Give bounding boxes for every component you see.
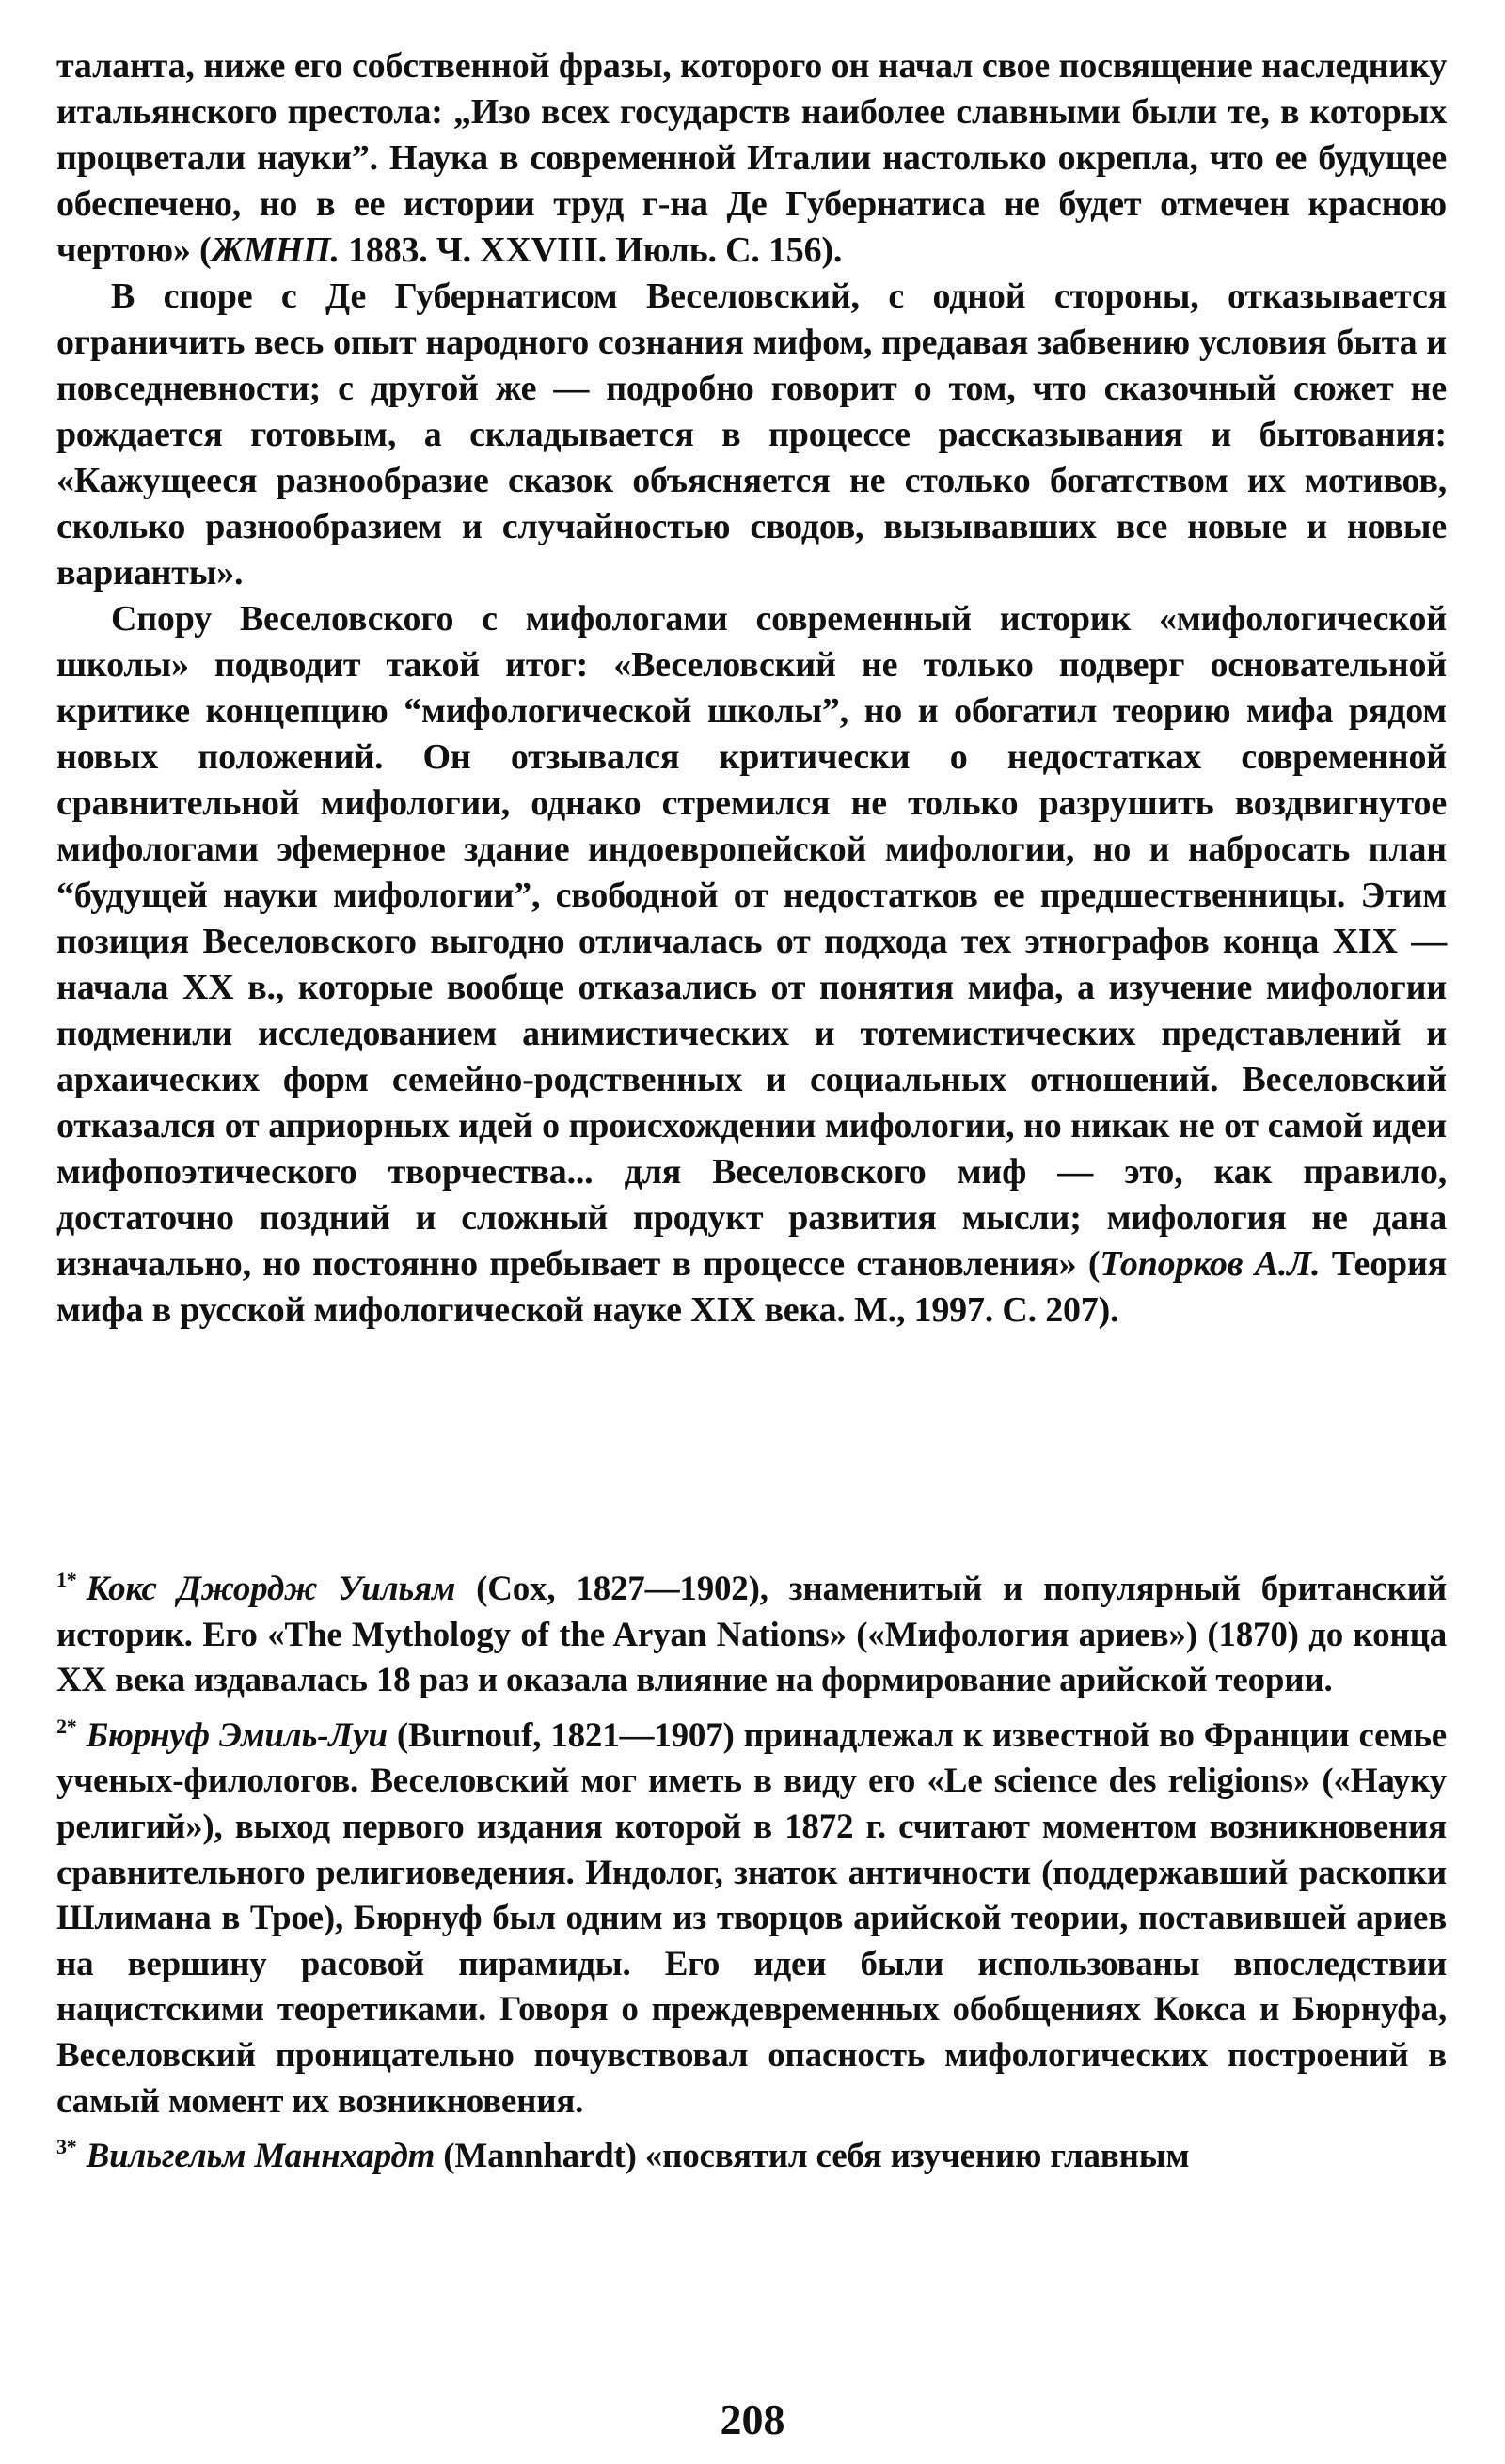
paragraph-2: В споре с Де Губернатисом Веселовский, с одной стороны, отказывается ограничить весь опыт народного сознания мифом, предавая забвению условия быта и повседневности; с другой же — подробно говорит о том, что сказочный сюжет не рождается готовым, а складывается в процессе рассказывания и бытования: «Кажущееся разнообразие сказок объясняется не столько богатством их мотивов, сколько разнообразием и случайностью сводов, вызывавших все новые и новые варианты». [56,276,1447,592]
main-text [56,43,1447,1334]
paragraph-1-text: таланта, ниже его собственной фразы, которого он начал свое посвящение наследнику итальянского престола: „Изо всех государств наиболее славными были те, в которых процветали науки”. Наука в современной Италии настолько окрепла, что ее будущее обеспечено, но в ее истории труд г-на Де Губернатиса не будет отмечен красною чертою» ( [56,46,1447,270]
paragraph-3 [56,596,1447,1334]
footnote-name: Вильгельм Маннхардт [86,2137,436,2176]
footnote-text: (Mannhardt) «посвятил себя изучению главным [435,2137,1190,2176]
footnotes [56,1557,1447,2180]
footnote-text: (Burnouf, 1821—1907) принадлежал к известной во Франции семье ученых-филологов. Веселовский мог иметь в виду его «Le science des religions» («Науку религий»), выход первого издания которой в 1872 г. считают моментом возникновения сравнительного религиоведения. Индолог, знаток античности (поддержавший раскопки Шлимана в Трое), Бюрнуф был одним из творцов арийской теории, поставившей ариев на вершину расовой пирамиды. Его идеи были использованы впоследствии нацистскими теоретиками. Говоря о преждевременных обобщениях Кокса и Бюрнуфа, Веселовский проницательно почувствовал опасность мифологических построений в самый момент их возникновения. [56,1715,1447,2121]
paragraph-3-text: Спору Веселовского с мифологами современный историк «мифологической школы» подводит такой итог: «Веселовский не только подверг основательной критике концепцию “мифологической школы”, но и обогатил теорию мифа рядом новых положений. Он отзывался критически о недостатках современной сравнительной мифологии, однако стремился не только разрушить воздвигнутое мифологами эфемерное здание индоевропейской мифологии, но и набросать план “будущей науки мифологии”, свободной от недостатков ее предшественницы. Этим позиция Веселовского выгодно отличалась от подхода тех этнографов конца XIX — начала XX в., которые вообще отказались от понятия мифа, а изучение мифологии подменили исследованием анимистических и тотемистических представлений и архаических форм семейно-родственных и социальных отношений. Веселовский отказался от априорных идей о происхождении мифологии, но никак не от самой идеи мифопоэтического творчества... для Веселовского миф — это, как правило, достаточно поздний и сложный продукт развития мысли; мифология не дана изначально, но постоянно пребывает в процессе становления» ( [56,599,1447,1284]
paragraph-1 [56,43,1447,274]
paragraph-3-end: Теория мифа в русской мифологической науке XIX века. М., 1997. С. 207). [56,1244,1448,1330]
paragraph-1-end: 1883. Ч. XXVIII. Июль. С. 156). [339,230,843,270]
footnote-marker: 2* [56,1714,77,1738]
footnote-1 [56,1557,1447,1704]
citation-author: Топорков А.Л. [1100,1244,1321,1284]
footnote-3 [56,2124,1447,2180]
page-number: 208 [720,2395,785,2443]
footnote-marker: 3* [56,2135,77,2159]
citation-journal: ЖМНП. [211,230,340,270]
footnote-2 [56,1704,1447,2124]
footnote-name: Бюрнуф Эмиль-Луи [86,1715,388,1755]
footnote-name: Кокс Джордж Уильям [86,1570,456,1608]
footnote-text: (Cox, 1827—1902), знаменитый и популярный британский историк. Его «The Mythology of the Aryan Nations» («Мифология ариев») (1870) до конца XX века издавалась 18 раз и оказала влияние на формирование арийской теории. [56,1570,1447,1700]
footnote-marker: 1* [56,1568,77,1591]
